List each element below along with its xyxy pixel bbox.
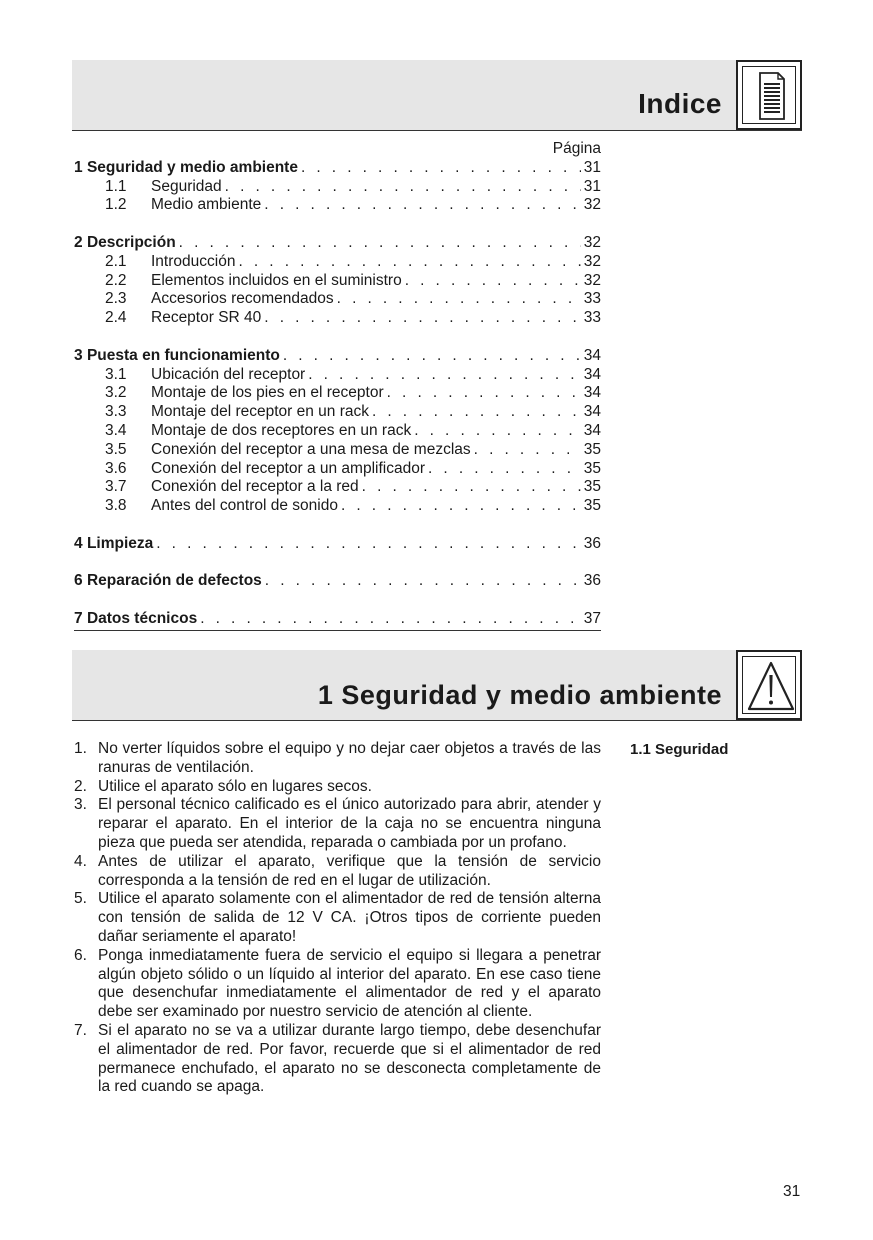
toc-page-number: 37 [583, 609, 601, 627]
toc-leader-dots [156, 535, 580, 554]
toc-subsection-row [74, 441, 601, 460]
toc-subsection-number: 2.2 [105, 271, 127, 289]
toc-leader-dots [283, 347, 581, 366]
list-item [74, 740, 601, 778]
safety-instructions-list [74, 740, 601, 1097]
toc-chapter-row [74, 234, 601, 253]
toc-subsection-row [74, 178, 601, 197]
toc-chapter-number: 4 [74, 534, 83, 552]
toc-chapter-title: Descripción [86, 233, 176, 251]
toc-subsection-title: Introducción [151, 252, 236, 270]
toc-page-number: 34 [583, 421, 601, 439]
section-banner [72, 650, 802, 721]
toc-subsection-number: 3.1 [105, 365, 127, 383]
list-item-text: El personal técnico calificado es el único autorizado para abrir, atender y reparar el aparato. En el interior de la caja no se encuentra ninguna pieza que pueda ser atendida, reparada o cambiada por un profano. [98, 796, 601, 851]
warning-triangle-icon [736, 650, 802, 720]
toc-page-number: 35 [583, 440, 601, 458]
list-item-number: 6. [74, 946, 87, 964]
toc-page-number: 33 [583, 309, 601, 327]
toc-chapter-number: 6 [74, 572, 83, 590]
list-item-text: Antes de utilizar el aparato, verifique que la tensión de servicio corresponda a la tensión de red en el lugar de utilización. [98, 852, 601, 889]
index-title: Indice [638, 88, 722, 119]
toc-subsection-number: 1.1 [105, 177, 127, 195]
toc-chapter-title: Datos técnicos [86, 609, 198, 627]
side-heading: 1.1 Seguridad [630, 741, 729, 758]
toc-page-number: 34 [583, 365, 601, 383]
toc-page-number: 35 [583, 497, 601, 515]
toc-leader-dots [414, 422, 581, 441]
table-of-contents [74, 140, 601, 629]
toc-chapter-row [74, 572, 601, 591]
toc-leader-dots [265, 572, 581, 591]
list-item [74, 947, 601, 1022]
toc-bottom-rule [74, 630, 601, 631]
toc-subsection-number: 3.5 [105, 440, 127, 458]
toc-chapter-number: 2 [74, 233, 83, 251]
toc-spacer [74, 215, 601, 234]
toc-page-number: 32 [583, 271, 601, 289]
toc-chapter-label [74, 572, 262, 591]
toc-leader-dots [428, 460, 581, 479]
toc-spacer [74, 516, 601, 535]
toc-chapter-label [74, 234, 176, 253]
toc-chapter-label [74, 159, 298, 178]
toc-subsection-title: Conexión del receptor a la red [151, 478, 359, 496]
toc-page-header: Página [552, 140, 601, 157]
toc-subsection-number: 3.4 [105, 421, 127, 439]
toc-chapter-row [74, 610, 601, 629]
toc-subsection-number: 3.2 [105, 384, 127, 402]
document-list-icon [736, 60, 802, 130]
toc-leader-dots [264, 196, 580, 215]
toc-chapter-title: Puesta en funcionamiento [86, 346, 280, 364]
list-item-text: Utilice el aparato sólo en lugares secos. [98, 777, 372, 795]
toc-page-number: 35 [583, 459, 601, 477]
toc-subsection-row [74, 478, 601, 497]
toc-subsection-number: 3.6 [105, 459, 127, 477]
toc-page-number: 33 [583, 290, 601, 308]
list-item-number: 2. [74, 777, 87, 795]
toc-page-number: 32 [583, 196, 601, 214]
toc-leader-dots [405, 272, 581, 291]
toc-page-number: 34 [583, 403, 601, 421]
list-item-number: 1. [74, 740, 87, 757]
toc-leader-dots [341, 497, 581, 516]
toc-subsection-row [74, 384, 601, 403]
toc-chapter-label [74, 347, 280, 366]
toc-subsection-row [74, 290, 601, 309]
toc-chapter-row [74, 159, 601, 178]
list-item [74, 853, 601, 891]
toc-chapter-title: Seguridad y medio ambiente [86, 158, 298, 176]
section-title: 1 Seguridad y medio ambiente [317, 680, 722, 710]
toc-subsection-number: 3.3 [105, 403, 127, 421]
list-item-text: Si el aparato no se va a utilizar durante largo tiempo, debe desenchufar el alimentador de red. Por favor, recuerde que si el alimentador de red permanece enchufado, el aparato no se desconecta completamente de la red cuando se apaga. [98, 1021, 601, 1096]
list-item [74, 796, 601, 852]
toc-subsection-row [74, 422, 601, 441]
toc-header-row [74, 140, 601, 159]
toc-leader-dots [308, 366, 581, 385]
toc-page-number: 32 [583, 252, 601, 270]
toc-subsection-number: 3.7 [105, 478, 127, 496]
list-item-number: 4. [74, 852, 87, 870]
toc-subsection-row [74, 253, 601, 272]
toc-leader-dots [264, 309, 580, 328]
toc-subsection-title: Conexión del receptor a un amplificador [151, 459, 425, 477]
toc-subsection-number: 1.2 [105, 196, 127, 214]
toc-page-number: 36 [583, 534, 601, 552]
toc-leader-dots [387, 384, 581, 403]
toc-subsection-title: Montaje del receptor en un rack [151, 403, 369, 421]
toc-leader-dots [225, 178, 581, 197]
toc-leader-dots [337, 290, 581, 309]
toc-chapter-title: Reparación de defectos [86, 572, 262, 590]
toc-subsection-title: Montaje de los pies en el receptor [151, 384, 384, 402]
list-item [74, 1022, 601, 1097]
toc-chapter-row [74, 535, 601, 554]
toc-chapter-label [74, 535, 153, 554]
toc-page-number: 32 [583, 233, 601, 251]
toc-chapter-label [74, 610, 197, 629]
index-banner [72, 60, 802, 131]
toc-subsection-title: Antes del control de sonido [151, 497, 338, 515]
toc-subsection-number: 2.4 [105, 309, 127, 327]
toc-subsection-row [74, 497, 601, 516]
toc-chapter-number: 3 [74, 346, 83, 364]
toc-leader-dots [362, 478, 581, 497]
toc-page-number: 36 [583, 572, 601, 590]
toc-chapter-number: 1 [74, 158, 83, 176]
list-item-text: Ponga inmediatamente fuera de servicio el equipo si llegara a penetrar algún objeto sólido o un líquido al interior del aparato. En ese caso tiene que desenchufar inmediatamente el alimentador de red y el aparato debe ser examinado por nuestro servicio de atención al cliente. [98, 946, 601, 1021]
toc-subsection-title: Medio ambiente [151, 196, 262, 214]
toc-page-number: 35 [583, 478, 601, 496]
toc-leader-dots [200, 610, 581, 629]
toc-page-number: 31 [583, 177, 601, 195]
toc-subsection-row [74, 309, 601, 328]
toc-leader-dots [179, 234, 581, 253]
toc-leader-dots [238, 253, 580, 272]
toc-subsection-number: 2.1 [105, 252, 127, 270]
toc-subsection-number: 2.3 [105, 290, 127, 308]
list-item-number: 7. [74, 1021, 87, 1039]
toc-subsection-row [74, 196, 601, 215]
toc-page-number: 31 [583, 158, 601, 176]
toc-chapter-title: Limpieza [86, 534, 154, 552]
toc-subsection-row [74, 460, 601, 479]
toc-subsection-title: Accesorios recomendados [151, 290, 334, 308]
list-item [74, 778, 601, 797]
list-item [74, 890, 601, 946]
toc-spacer [74, 554, 601, 573]
toc-spacer [74, 328, 601, 347]
toc-subsection-row [74, 366, 601, 385]
toc-subsection-title: Elementos incluidos en el suministro [151, 271, 402, 289]
toc-subsection-title: Conexión del receptor a una mesa de mezclas [151, 440, 471, 458]
toc-chapter-number: 7 [74, 609, 83, 627]
list-item-text: No verter líquidos sobre el equipo y no dejar caer objetos a través de las ranuras de ventilación. [98, 740, 601, 776]
list-item-number: 3. [74, 796, 87, 814]
toc-spacer [74, 591, 601, 610]
toc-subsection-title: Montaje de dos receptores en un rack [151, 421, 412, 439]
toc-subsection-title: Receptor SR 40 [151, 309, 262, 327]
toc-subsection-row [74, 272, 601, 291]
page-number: 31 [783, 1183, 801, 1200]
toc-subsection-title: Seguridad [151, 177, 222, 195]
toc-leader-dots [372, 403, 581, 422]
toc-leader-dots [301, 159, 581, 178]
list-item-number: 5. [74, 890, 87, 908]
toc-subsection-number: 3.8 [105, 497, 127, 515]
toc-subsection-title: Ubicación del receptor [151, 365, 306, 383]
toc-leader-dots [474, 441, 581, 460]
toc-chapter-row [74, 347, 601, 366]
list-item-text: Utilice el aparato solamente con el alimentador de red de tensión alterna con tensión de salida de 12 V CA. ¡Otros tipos de corriente pueden dañar seriamente el aparato! [98, 890, 601, 945]
toc-subsection-row [74, 403, 601, 422]
toc-page-number: 34 [583, 346, 601, 364]
toc-page-number: 34 [583, 384, 601, 402]
